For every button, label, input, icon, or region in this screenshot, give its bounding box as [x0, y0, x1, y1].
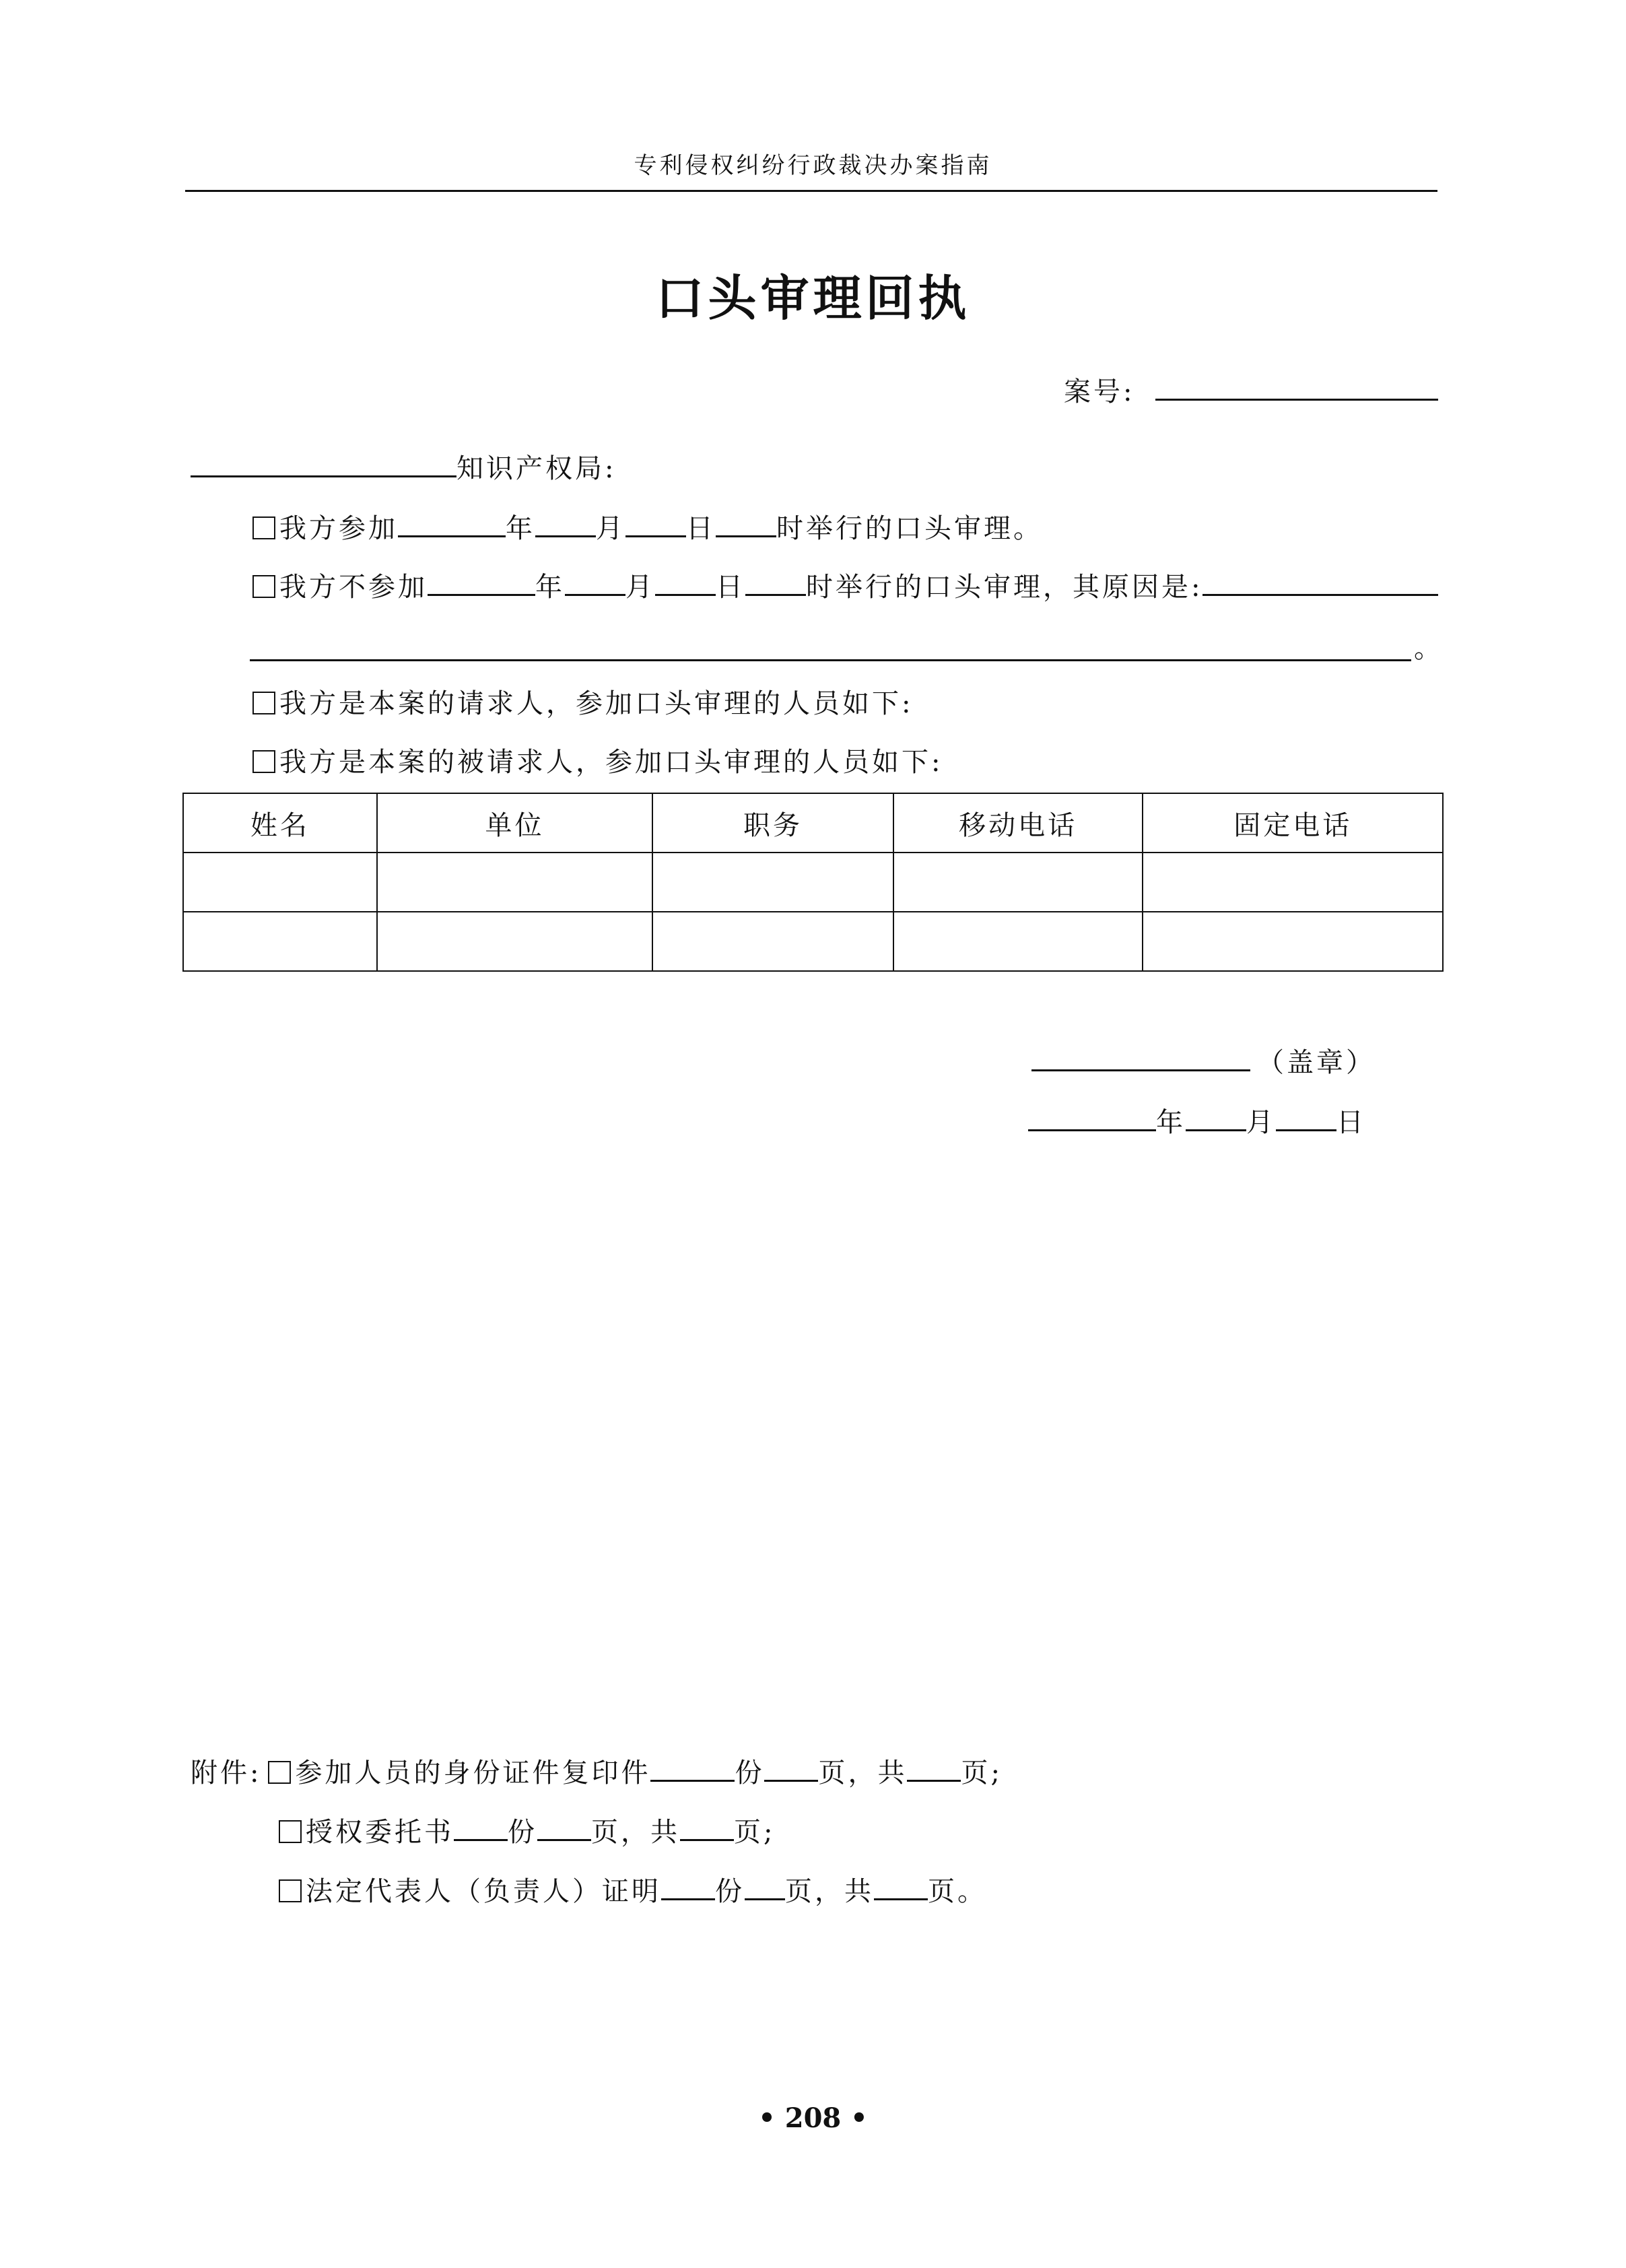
- table-cell[interactable]: [377, 853, 653, 912]
- attend-month-label: 月: [596, 513, 625, 544]
- header-divider: [185, 190, 1437, 192]
- attachment-2-checkbox[interactable]: [279, 1820, 302, 1843]
- attachment-1-pages-label: 页，共: [818, 1758, 908, 1789]
- table-cell[interactable]: [893, 912, 1143, 971]
- attachment-3-checkbox[interactable]: [279, 1879, 302, 1902]
- attachment-2-total-field[interactable]: [680, 1812, 734, 1841]
- not-attend-month-field[interactable]: [565, 567, 625, 596]
- header-landline: 固定电话: [1143, 793, 1443, 853]
- participants-table: [182, 793, 1444, 972]
- page-number: • 208 •: [758, 2102, 868, 2134]
- table-cell[interactable]: [652, 912, 893, 971]
- attend-year-label: 年: [506, 513, 535, 544]
- table-cell[interactable]: [893, 853, 1143, 912]
- reason-continuation-field[interactable]: [250, 659, 1411, 661]
- requester-row: [252, 685, 913, 723]
- not-attend-day-label: 日: [716, 572, 745, 603]
- sign-year-field[interactable]: [1028, 1102, 1156, 1131]
- not-attend-prefix: 我方不参加: [279, 572, 428, 603]
- attend-year-field[interactable]: [398, 508, 506, 537]
- table-cell[interactable]: [183, 912, 377, 971]
- requester-label: 我方是本案的请求人，参加口头审理的人员如下:: [279, 688, 914, 719]
- table-row: [183, 912, 1443, 971]
- reason-end-mark: 。: [1414, 633, 1444, 664]
- attend-hour-field[interactable]: [716, 508, 776, 537]
- table-cell[interactable]: [1143, 853, 1443, 912]
- header-name: 姓名: [183, 793, 377, 853]
- attachment-3-pages-label: 页，共: [785, 1876, 874, 1907]
- sign-month-field[interactable]: [1186, 1102, 1246, 1131]
- attachment-3-total-field[interactable]: [874, 1871, 928, 1900]
- table-cell[interactable]: [377, 912, 653, 971]
- attend-day-field[interactable]: [625, 508, 686, 537]
- respondent-label: 我方是本案的被请求人，参加口头审理的人员如下:: [279, 747, 943, 778]
- attachments-label: 附件:: [191, 1758, 262, 1789]
- attachment-2-copies-field[interactable]: [454, 1812, 508, 1841]
- attachment-3-text: 法定代表人（负责人）证明: [306, 1876, 661, 1907]
- table-cell[interactable]: [1143, 912, 1443, 971]
- seal-row: [1031, 1042, 1376, 1081]
- attachment-3-copies-field[interactable]: [661, 1871, 715, 1900]
- header-position: 职务: [652, 793, 893, 853]
- sign-date-row: [1028, 1102, 1366, 1141]
- header-unit: 单位: [377, 793, 653, 853]
- case-number-field[interactable]: [1155, 372, 1438, 401]
- respondent-checkbox[interactable]: [252, 750, 275, 773]
- table-header-row: [183, 793, 1443, 853]
- attachment-2-pages-label: 页，共: [591, 1817, 680, 1848]
- table-cell[interactable]: [183, 853, 377, 912]
- attachment-1-total-field[interactable]: [907, 1753, 961, 1782]
- document-title: 口头审理回执: [655, 269, 971, 327]
- sign-year-label: 年: [1156, 1107, 1186, 1138]
- attachment-1-copies-label: 份: [735, 1758, 765, 1789]
- attend-row: [252, 508, 1043, 547]
- attend-suffix: 时举行的口头审理。: [776, 513, 1043, 544]
- table-row: [183, 853, 1443, 912]
- running-header: 专利侵权纠纷行政裁决办案指南: [634, 152, 992, 179]
- sign-day-label: 日: [1336, 1107, 1366, 1138]
- attachment-3-end: 页。: [928, 1876, 987, 1907]
- attachment-1-checkbox[interactable]: [268, 1761, 291, 1784]
- not-attend-suffix: 时举行的口头审理，其原因是:: [806, 572, 1203, 603]
- attachment-2-pages-field[interactable]: [537, 1812, 591, 1841]
- attachment-3-pages-field[interactable]: [745, 1871, 785, 1900]
- addressee-row: [191, 448, 616, 488]
- attachment-2-end: 页;: [734, 1817, 776, 1848]
- attachment-1-text: 参加人员的身份证件复印件: [295, 1758, 651, 1789]
- requester-checkbox[interactable]: [252, 692, 275, 714]
- not-attend-checkbox[interactable]: [252, 575, 275, 598]
- sign-day-field[interactable]: [1276, 1102, 1336, 1131]
- not-attend-day-field[interactable]: [655, 567, 716, 596]
- reason-field[interactable]: [1202, 567, 1438, 596]
- respondent-row: [252, 743, 943, 781]
- attachment-3-copies-label: 份: [715, 1876, 745, 1907]
- attachment-2-text: 授权委托书: [306, 1817, 454, 1848]
- attachment-1-pages-field[interactable]: [764, 1753, 818, 1782]
- header-mobile: 移动电话: [893, 793, 1143, 853]
- addressee-field[interactable]: [191, 448, 456, 477]
- attachment-2-copies-label: 份: [508, 1817, 537, 1848]
- not-attend-row: [252, 567, 1438, 606]
- seal-label: （盖章）: [1257, 1047, 1376, 1078]
- not-attend-hour-field[interactable]: [745, 567, 806, 596]
- table-cell[interactable]: [652, 853, 893, 912]
- not-attend-year-field[interactable]: [428, 567, 535, 596]
- attend-day-label: 日: [686, 513, 716, 544]
- not-attend-month-label: 月: [625, 572, 655, 603]
- seal-field[interactable]: [1031, 1042, 1250, 1071]
- attachment-row-3: [279, 1871, 987, 1910]
- not-attend-year-label: 年: [535, 572, 565, 603]
- case-number-label: 案号:: [1064, 376, 1135, 407]
- attachment-row-2: [279, 1812, 775, 1851]
- case-number-row: [1064, 372, 1438, 411]
- attend-checkbox[interactable]: [252, 516, 275, 539]
- attachment-1-end: 页;: [961, 1758, 1003, 1789]
- sign-month-label: 月: [1246, 1107, 1276, 1138]
- attend-month-field[interactable]: [535, 508, 596, 537]
- addressee-suffix: 知识产权局:: [456, 453, 617, 484]
- attachment-row-1: [191, 1753, 1003, 1792]
- attend-prefix: 我方参加: [279, 513, 398, 544]
- attachment-1-copies-field[interactable]: [650, 1753, 735, 1782]
